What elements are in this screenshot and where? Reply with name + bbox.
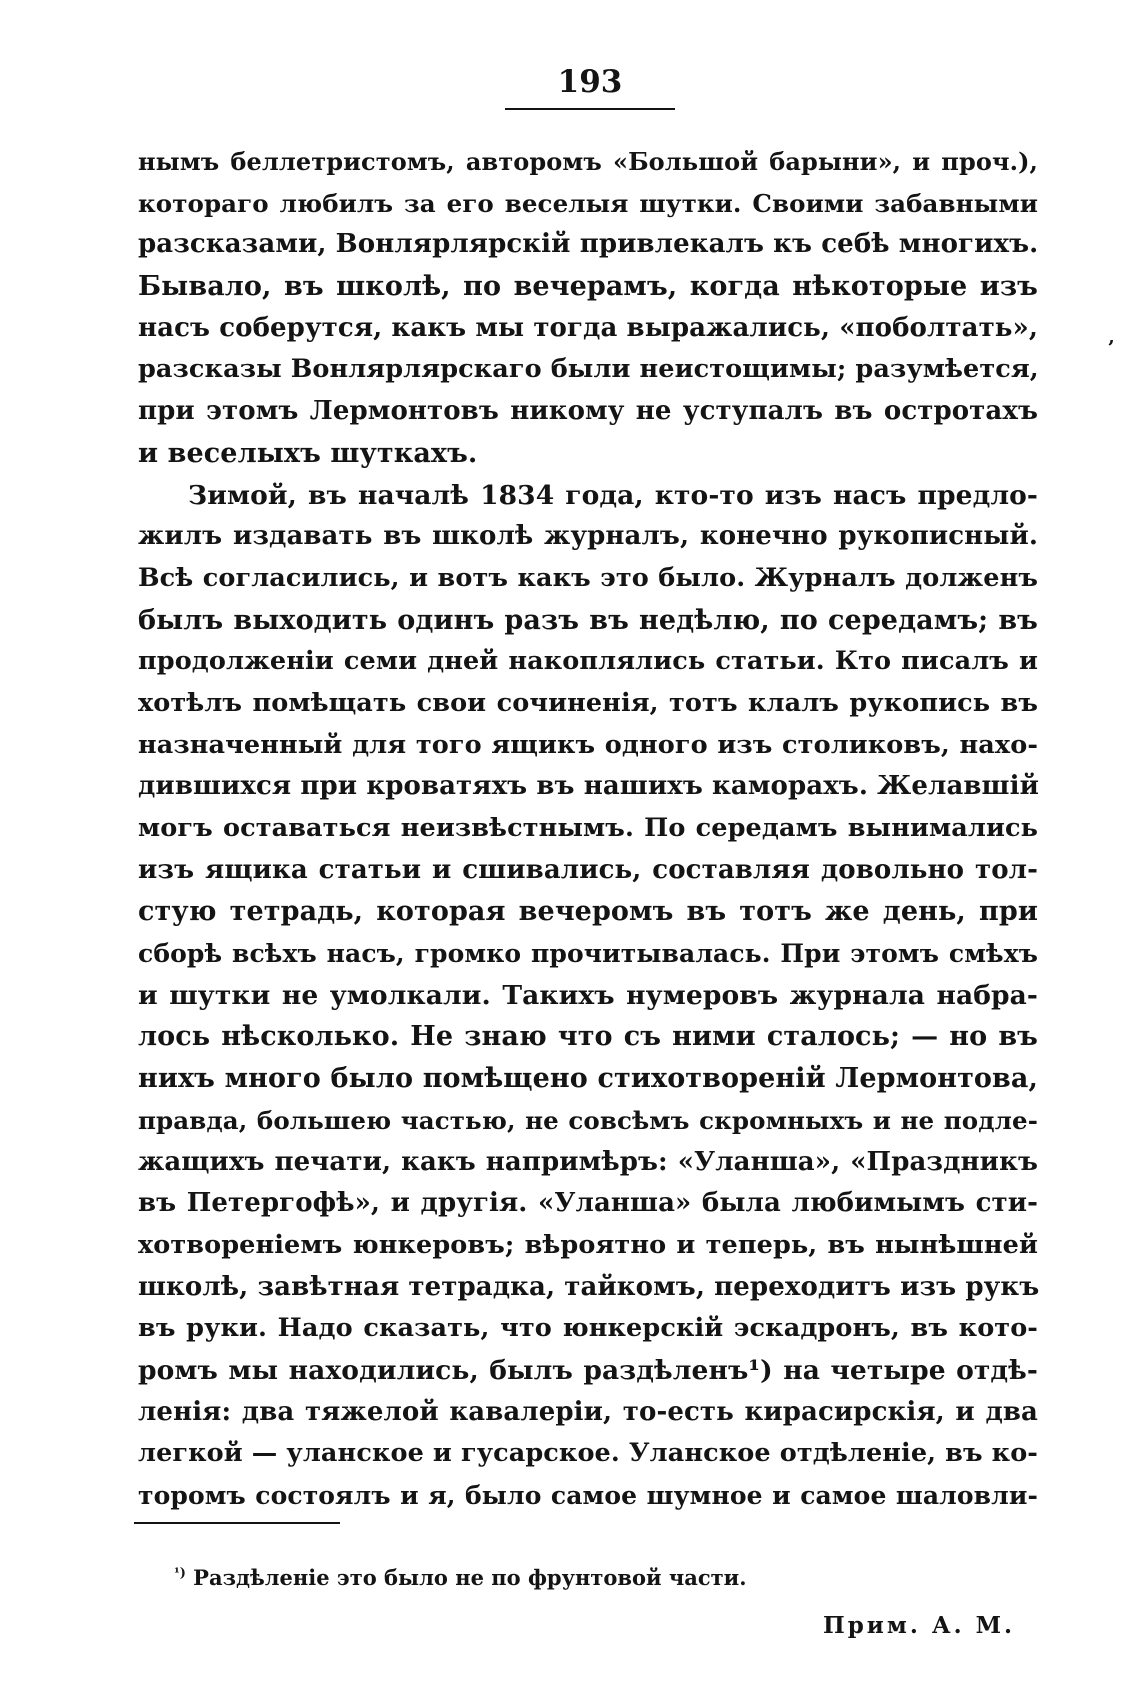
text-line: хотѣлъ помѣщать свои сочиненія, тотъ клалъ рукопись въ	[138, 687, 1038, 718]
footnote-rule	[134, 1522, 340, 1524]
text-line: въ руки. Надо сказать, что юнкерскій эскадронъ, въ кото-	[138, 1313, 1038, 1344]
text-line: Всѣ согласились, и вотъ какъ это было. Журналъ долженъ	[138, 562, 1038, 593]
text-line: и шутки не умолкали. Такихъ нумеровъ журнала набра-	[138, 979, 1038, 1011]
text-line: насъ соберутся, какъ мы тогда выражались, «поболтать»,	[138, 312, 1039, 343]
text-line: продолженіи семи дней накоплялись статьи. Кто писалъ и	[138, 646, 1038, 677]
text-line: назначенный для того ящикъ одного изъ столиковъ, нахо-	[138, 729, 1038, 760]
text-line: сборѣ всѣхъ насъ, громко прочитывалась. При этомъ смѣхъ	[138, 939, 1038, 969]
text-line: лось нѣсколько. Не знаю что съ ними сталось; — но въ	[138, 1021, 1038, 1053]
text-line: при этомъ Лермонтовъ никому не уступалъ въ остротахъ	[138, 396, 1038, 427]
text-line: разсказами, Вонлярлярскій привлекалъ къ себѣ многихъ.	[138, 229, 1039, 260]
text-line: разсказы Вонлярлярскаго были неистощимы; разумѣется,	[138, 354, 1039, 385]
text-line: ленія: два тяжелой кавалеріи, то-есть кирасирскія, и два	[138, 1396, 1038, 1427]
header-rule	[505, 108, 675, 110]
text-line: дившихся при кроватяхъ въ нашихъ каморахъ. Желавшій	[138, 771, 1039, 802]
text-line: торомъ состоялъ и я, было самое шумное и самое шаловли-	[138, 1481, 1038, 1510]
text-line: стую тетрадь, которая вечеромъ въ тотъ же день, при	[138, 896, 1038, 928]
text-line: въ Петергофѣ», и другія. «Уланша» была любимымъ сти-	[138, 1188, 1038, 1219]
footnote-signature: Прим. А. М.	[823, 1612, 1016, 1639]
text-line: Бывало, въ школѣ, по вечерамъ, когда нѣкоторые изъ	[138, 271, 1038, 303]
text-line: могъ оставаться неизвѣстнымъ. По середамъ вынимались	[138, 813, 1038, 843]
text-line: школѣ, завѣтная тетрадка, тайкомъ, переходитъ изъ рукъ	[138, 1271, 1040, 1302]
text-line: ромъ мы находились, былъ раздѣленъ¹) на четыре отдѣ-	[138, 1354, 1038, 1386]
body-text	[138, 141, 1038, 1517]
footnote-marker: ¹)	[174, 1566, 186, 1581]
text-line: легкой — уланское и гусарское. Уланское отдѣленіе, въ ко-	[138, 1438, 1038, 1469]
text-line: жилъ издавать въ школѣ журналъ, конечно рукописный.	[138, 521, 1038, 552]
text-line: нихъ много было помѣщено стихотвореній Лермонтова,	[138, 1063, 1038, 1095]
page-number: 193	[557, 64, 623, 100]
footnote-text: Раздѣленіе это было не по фрунтовой части.	[193, 1565, 747, 1590]
stray-print-mark: ‚	[1108, 324, 1115, 348]
text-line: и веселыхъ шуткахъ.	[138, 437, 478, 469]
footnote	[174, 1560, 747, 1592]
text-line: нымъ беллетристомъ, авторомъ «Большой барыни», и проч.),	[138, 147, 1038, 176]
text-line: хотвореніемъ юнкеровъ; вѣроятно и теперь, въ нынѣшней	[138, 1229, 1038, 1260]
text-line: изъ ящика статьи и сшивались, составляя довольно тол-	[138, 854, 1038, 885]
text-line: котораго любилъ за его веселыя шутки. Своими забавными	[138, 188, 1038, 218]
text-line: жащихъ печати, какъ напримѣръ: «Уланша», «Праздникъ	[138, 1146, 1038, 1177]
text-line: правда, большею частью, не совсѣмъ скромныхъ и не подле-	[138, 1105, 1038, 1135]
text-line: Зимой, въ началѣ 1834 года, кто-то изъ насъ предло-	[188, 479, 1038, 511]
text-line: былъ выходить одинъ разъ въ недѣлю, по середамъ; въ	[138, 604, 1038, 636]
